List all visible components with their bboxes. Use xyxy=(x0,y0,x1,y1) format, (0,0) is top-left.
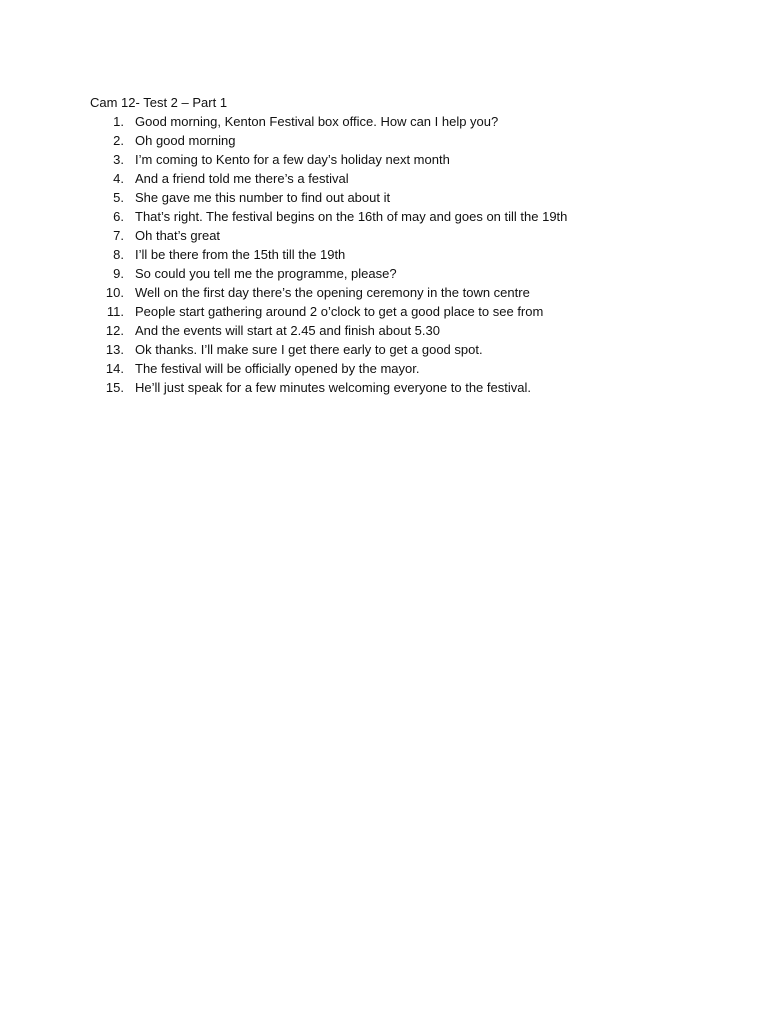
list-item xyxy=(90,207,567,226)
list-item-number: 14. xyxy=(105,361,124,376)
list-item-text: Oh good morning xyxy=(135,133,236,148)
document-title: Cam 12- Test 2 – Part 1 xyxy=(90,95,228,110)
list-item-number: 7. xyxy=(113,228,124,243)
list-item-text: Ok thanks. I’ll make sure I get there early to get a good spot. xyxy=(135,342,483,357)
transcript-list xyxy=(90,112,567,397)
list-item-text: She gave me this number to find out about it xyxy=(135,190,391,205)
list-item xyxy=(90,264,567,283)
list-item-text: I’ll be there from the 15th till the 19th xyxy=(135,247,346,262)
list-item-number: 5. xyxy=(113,190,124,205)
list-item-text: And the events will start at 2.45 and finish about 5.30 xyxy=(135,323,440,338)
list-item xyxy=(90,131,567,150)
list-item xyxy=(90,321,567,340)
list-item-number: 12. xyxy=(105,323,124,338)
list-item-text: I’m coming to Kento for a few day’s holiday next month xyxy=(135,152,450,167)
list-item-number: 2. xyxy=(113,133,124,148)
list-item-text: And a friend told me there’s a festival xyxy=(135,171,349,186)
list-item xyxy=(90,283,567,302)
list-item xyxy=(90,112,567,131)
list-item-number: 9. xyxy=(113,266,124,281)
list-item xyxy=(90,359,567,378)
list-item-number: 11. xyxy=(106,304,124,319)
list-item-text: Well on the first day there’s the opening ceremony in the town centre xyxy=(135,285,530,300)
list-item-text: He’ll just speak for a few minutes welcoming everyone to the festival. xyxy=(135,380,531,395)
list-item-number: 4. xyxy=(113,171,124,186)
list-item-number: 10. xyxy=(105,285,124,300)
list-item-number: 8. xyxy=(113,247,124,262)
list-item xyxy=(90,169,567,188)
list-item xyxy=(90,245,567,264)
list-item xyxy=(90,226,567,245)
list-item-number: 15. xyxy=(105,380,124,395)
list-item xyxy=(90,150,567,169)
list-item-text: Oh that’s great xyxy=(135,228,221,243)
list-item-text: So could you tell me the programme, please? xyxy=(135,266,397,281)
list-item-text: People start gathering around 2 o’clock to get a good place to see from xyxy=(135,304,544,319)
list-item xyxy=(90,302,567,321)
list-item-number: 6. xyxy=(113,209,124,224)
list-item xyxy=(90,378,567,397)
list-item xyxy=(90,188,567,207)
list-item-text: The festival will be officially opened by the mayor. xyxy=(135,361,420,376)
list-item xyxy=(90,340,567,359)
list-item-text: That’s right. The festival begins on the 16th of may and goes on till the 19th xyxy=(135,209,568,224)
list-item-number: 3. xyxy=(113,152,124,167)
list-item-number: 1. xyxy=(113,114,124,129)
list-item-number: 13. xyxy=(105,342,124,357)
list-item-text: Good morning, Kenton Festival box office. How can I help you? xyxy=(135,114,499,129)
